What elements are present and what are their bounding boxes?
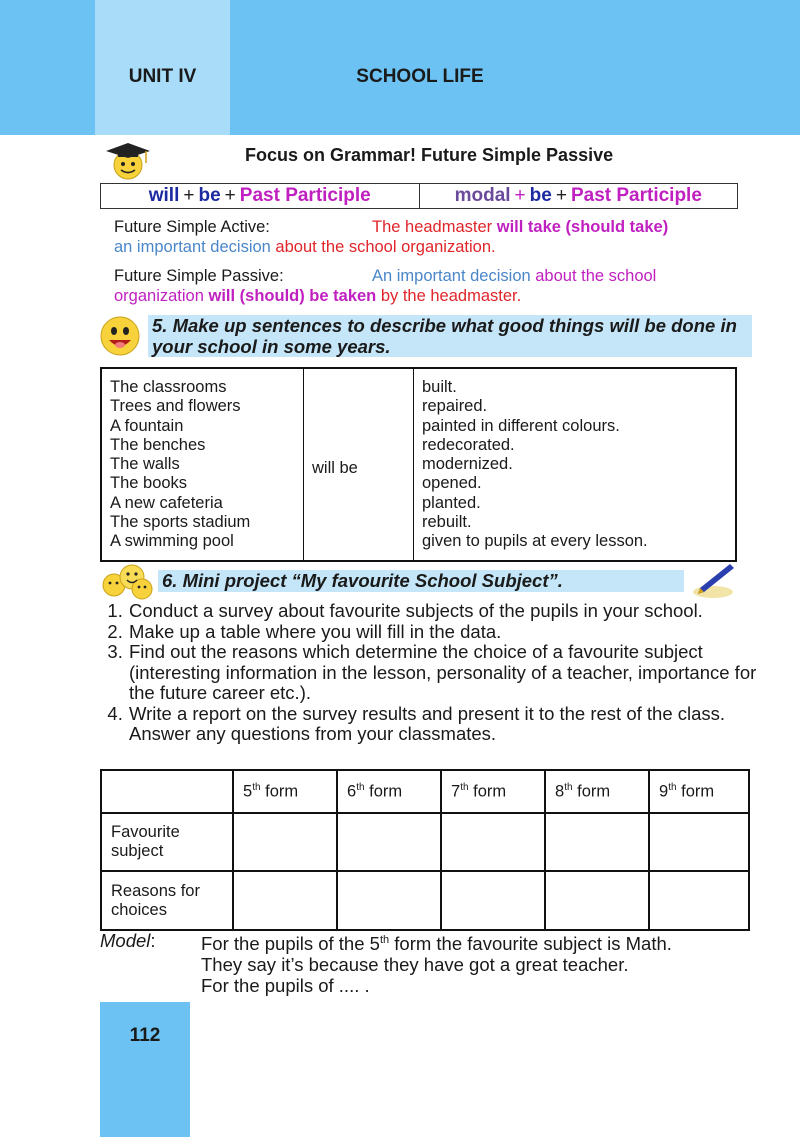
verb-text: will be bbox=[312, 459, 358, 478]
participle-item: given to pupils at every lesson. bbox=[422, 532, 648, 551]
form-number: 7 bbox=[451, 782, 461, 801]
participle-item: rebuilt. bbox=[422, 513, 472, 532]
form-suffix: th bbox=[564, 781, 573, 793]
model-text-part: For the pupils of the 5 bbox=[201, 933, 380, 955]
formula-box bbox=[100, 183, 738, 209]
table-cell[interactable] bbox=[337, 813, 441, 871]
active-example bbox=[114, 217, 734, 257]
formula-will bbox=[101, 184, 419, 208]
formula-word: Past Participle bbox=[239, 185, 371, 206]
form-suffix: th bbox=[460, 781, 469, 793]
page-number: 112 bbox=[129, 1025, 161, 1046]
list-item: 1. Conduct a survey about favourite subjects of the pupils in your school. bbox=[128, 601, 778, 622]
formula-plus: + bbox=[224, 185, 236, 206]
subject-item: The walls bbox=[110, 455, 180, 474]
table-cell[interactable] bbox=[441, 871, 545, 930]
graduation-cap-icon bbox=[104, 141, 152, 181]
row-label: Reasons for choices bbox=[101, 871, 233, 930]
page-number-block bbox=[100, 1002, 190, 1137]
column-header bbox=[545, 770, 649, 813]
column-header bbox=[233, 770, 337, 813]
example-text: The headmaster bbox=[372, 218, 497, 236]
model-text bbox=[201, 930, 761, 996]
model-label bbox=[100, 930, 156, 951]
example-text: An important decision bbox=[372, 267, 531, 285]
table-cell[interactable] bbox=[233, 871, 337, 930]
formula-word: be bbox=[529, 185, 552, 206]
formula-modal bbox=[419, 184, 738, 208]
example-text: an important decision bbox=[114, 238, 271, 256]
form-number: 8 bbox=[555, 782, 565, 801]
participle-item: repaired. bbox=[422, 397, 488, 416]
grammar-title: Focus on Grammar! Future Simple Passive bbox=[245, 145, 614, 165]
formula-word: will bbox=[148, 185, 180, 206]
example-text: about the school bbox=[530, 267, 657, 285]
model-line bbox=[201, 930, 761, 954]
formula-plus: + bbox=[183, 185, 195, 206]
fountain-pen-icon bbox=[690, 560, 736, 600]
subject-item: Trees and flowers bbox=[110, 397, 241, 416]
table-cell[interactable] bbox=[233, 813, 337, 871]
form-label: form bbox=[468, 782, 507, 801]
subject-item: The benches bbox=[110, 435, 206, 454]
form-number: 9 bbox=[659, 782, 669, 801]
formula-plus: + bbox=[514, 185, 526, 206]
passive-example bbox=[114, 266, 734, 306]
subjects-column bbox=[102, 369, 304, 560]
chapter-title: SCHOOL LIFE bbox=[356, 66, 484, 87]
form-suffix: th bbox=[668, 781, 677, 793]
column-header bbox=[649, 770, 749, 813]
model-text-part: form the favourite subject is Math. bbox=[389, 933, 672, 955]
model-sup: th bbox=[379, 934, 390, 946]
column-header bbox=[337, 770, 441, 813]
form-label: form bbox=[676, 782, 715, 801]
form-label: form bbox=[364, 782, 403, 801]
subject-item: The books bbox=[110, 474, 188, 493]
table-cell[interactable] bbox=[337, 871, 441, 930]
participle-item: painted in different colours. bbox=[422, 416, 620, 435]
smiley-icon bbox=[98, 314, 144, 360]
example-text: (should take) bbox=[560, 218, 669, 236]
subject-item: The classrooms bbox=[110, 378, 227, 396]
example-text: about the school organization. bbox=[270, 238, 496, 256]
table-cell[interactable] bbox=[649, 813, 749, 871]
task5-title: 5. Make up sentences to describe what good things will be done in your school in some years. bbox=[148, 315, 752, 357]
survey-table bbox=[100, 769, 750, 931]
model-line: For the pupils of .... . bbox=[201, 975, 370, 997]
form-label: form bbox=[572, 782, 611, 801]
row-label: Favourite subject bbox=[101, 813, 233, 871]
participle-item: modernized. bbox=[422, 455, 513, 474]
participle-item: opened. bbox=[422, 474, 482, 493]
substitution-table bbox=[100, 367, 737, 562]
formula-word: modal bbox=[454, 185, 511, 206]
list-item: 2. Make up a table where you will fill in the data. bbox=[128, 622, 778, 643]
participles-column bbox=[414, 369, 735, 560]
form-label: form bbox=[260, 782, 299, 801]
form-number: 6 bbox=[347, 782, 357, 801]
example-text: by the headmaster. bbox=[376, 287, 522, 305]
example-text: will take bbox=[496, 218, 561, 236]
table-row bbox=[101, 813, 749, 871]
project-steps bbox=[100, 601, 778, 745]
verb-column bbox=[304, 369, 414, 560]
form-suffix: th bbox=[356, 781, 365, 793]
table-cell[interactable] bbox=[649, 871, 749, 930]
list-item: 3. Find out the reasons which determine the choice of a favourite subject (interesting information in the lesson, personality of a teacher, importance for the future career etc.). bbox=[128, 642, 778, 704]
model-label-text: Model bbox=[100, 930, 151, 951]
example-text: will (should) be taken bbox=[208, 287, 377, 305]
subject-item: A swimming pool bbox=[110, 532, 234, 551]
form-number: 5 bbox=[243, 782, 253, 801]
example-label: Future Simple Passive: bbox=[114, 267, 284, 285]
table-header-row bbox=[101, 770, 749, 813]
example-label: Future Simple Active: bbox=[114, 218, 270, 236]
table-cell[interactable] bbox=[545, 871, 649, 930]
formula-word: be bbox=[198, 185, 221, 206]
subject-item: The sports stadium bbox=[110, 513, 251, 532]
subject-item: A new cafeteria bbox=[110, 493, 223, 512]
smileys-group-icon bbox=[100, 561, 156, 601]
column-header bbox=[441, 770, 545, 813]
header-empty-cell bbox=[101, 770, 233, 813]
formula-plus: + bbox=[555, 185, 567, 206]
subject-item: A fountain bbox=[110, 416, 184, 435]
form-suffix: th bbox=[252, 781, 261, 793]
participle-item: redecorated. bbox=[422, 435, 515, 454]
participle-item: built. bbox=[422, 378, 457, 396]
model-colon: : bbox=[150, 930, 156, 951]
example-text: organization bbox=[114, 287, 209, 305]
participle-item: planted. bbox=[422, 493, 481, 512]
task6-title: 6. Mini project “My favourite School Subject”. bbox=[158, 570, 684, 592]
model-line: They say it’s because they have got a great teacher. bbox=[201, 954, 629, 976]
table-row bbox=[101, 871, 749, 930]
table-cell[interactable] bbox=[545, 813, 649, 871]
table-cell[interactable] bbox=[441, 813, 545, 871]
unit-label: UNIT IV bbox=[128, 66, 197, 87]
list-item: 4. Write a report on the survey results and present it to the rest of the class. Answer any questions from your classmates. bbox=[128, 704, 778, 745]
formula-word: Past Participle bbox=[570, 185, 702, 206]
